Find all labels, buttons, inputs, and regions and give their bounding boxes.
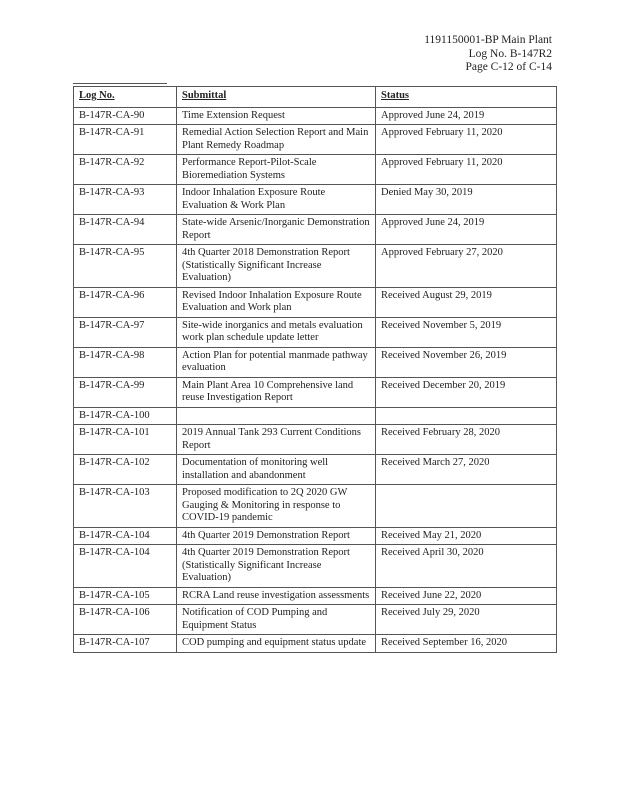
cell-log-no: B-147R-CA-106 <box>74 605 177 635</box>
table-header-row <box>74 87 557 108</box>
cell-log-no: B-147R-CA-101 <box>74 425 177 455</box>
cell-status: Approved February 27, 2020 <box>376 245 557 288</box>
cell-status: Received November 26, 2019 <box>376 347 557 377</box>
cell-submittal: 2019 Annual Tank 293 Current Conditions Report <box>177 425 376 455</box>
cell-status: Approved June 24, 2019 <box>376 215 557 245</box>
table-row <box>74 377 557 407</box>
cell-log-no: B-147R-CA-94 <box>74 215 177 245</box>
cell-status: Received April 30, 2020 <box>376 545 557 588</box>
table-row <box>74 485 557 528</box>
cell-log-no: B-147R-CA-95 <box>74 245 177 288</box>
cell-status: Received June 22, 2020 <box>376 587 557 605</box>
cell-submittal: State-wide Arsenic/Inorganic Demonstration Report <box>177 215 376 245</box>
cell-status: Received December 20, 2019 <box>376 377 557 407</box>
table-row <box>74 347 557 377</box>
cell-log-no: B-147R-CA-103 <box>74 485 177 528</box>
log-number: Log No. B-147R2 <box>468 47 552 60</box>
cell-submittal: Notification of COD Pumping and Equipment Status <box>177 605 376 635</box>
cell-log-no: B-147R-CA-102 <box>74 455 177 485</box>
cell-status: Approved June 24, 2019 <box>376 107 557 125</box>
cell-submittal: Revised Indoor Inhalation Exposure Route Evaluation and Work plan <box>177 287 376 317</box>
document-id: 1191150001-BP Main Plant <box>424 34 552 46</box>
cell-submittal: Proposed modification to 2Q 2020 GW Gauging & Monitoring in response to COVID-19 pandemic <box>177 485 376 528</box>
cell-status: Received November 5, 2019 <box>376 317 557 347</box>
table-row <box>74 317 557 347</box>
table-row <box>74 545 557 588</box>
cell-log-no: B-147R-CA-105 <box>74 587 177 605</box>
table-row <box>74 527 557 545</box>
table-row <box>74 407 557 425</box>
table-body <box>74 107 557 652</box>
cell-status: Approved February 11, 2020 <box>376 125 557 155</box>
table-row <box>74 245 557 288</box>
column-header-status: Status <box>376 87 557 108</box>
table-row <box>74 215 557 245</box>
cell-log-no: B-147R-CA-98 <box>74 347 177 377</box>
cell-status: Received March 27, 2020 <box>376 455 557 485</box>
cell-submittal: Performance Report-Pilot-Scale Bioremediation Systems <box>177 155 376 185</box>
table-row <box>74 287 557 317</box>
cell-submittal: 4th Quarter 2018 Demonstration Report (Statistically Significant Increase Evaluation) <box>177 245 376 288</box>
cell-status <box>376 407 557 425</box>
cell-status: Denied May 30, 2019 <box>376 185 557 215</box>
cell-submittal: Time Extension Request <box>177 107 376 125</box>
table-row <box>74 107 557 125</box>
header-rule <box>73 83 167 84</box>
cell-log-no: B-147R-CA-93 <box>74 185 177 215</box>
cell-log-no: B-147R-CA-100 <box>74 407 177 425</box>
cell-submittal: 4th Quarter 2019 Demonstration Report (Statistically Significant Increase Evaluation) <box>177 545 376 588</box>
table-row <box>74 587 557 605</box>
cell-status: Approved February 11, 2020 <box>376 155 557 185</box>
cell-status <box>376 485 557 528</box>
cell-status: Received July 29, 2020 <box>376 605 557 635</box>
cell-submittal: Documentation of monitoring well installation and abandonment <box>177 455 376 485</box>
cell-submittal <box>177 407 376 425</box>
cell-submittal: Indoor Inhalation Exposure Route Evaluation & Work Plan <box>177 185 376 215</box>
cell-status: Received February 28, 2020 <box>376 425 557 455</box>
column-header-log-no: Log No. <box>74 87 177 108</box>
page-number: Page C-12 of C-14 <box>465 61 552 73</box>
table-row <box>74 125 557 155</box>
cell-log-no: B-147R-CA-107 <box>74 635 177 653</box>
cell-log-no: B-147R-CA-91 <box>74 125 177 155</box>
table-row <box>74 155 557 185</box>
page-header <box>424 34 552 75</box>
cell-submittal: RCRA Land reuse investigation assessments <box>177 587 376 605</box>
table-row <box>74 605 557 635</box>
cell-submittal: Site-wide inorganics and metals evaluation work plan schedule update letter <box>177 317 376 347</box>
cell-submittal: COD pumping and equipment status update <box>177 635 376 653</box>
cell-log-no: B-147R-CA-96 <box>74 287 177 317</box>
cell-log-no: B-147R-CA-104 <box>74 527 177 545</box>
cell-status: Received September 16, 2020 <box>376 635 557 653</box>
cell-log-no: B-147R-CA-90 <box>74 107 177 125</box>
submittal-log-table <box>73 86 557 653</box>
cell-submittal: 4th Quarter 2019 Demonstration Report <box>177 527 376 545</box>
cell-submittal: Remedial Action Selection Report and Main Plant Remedy Roadmap <box>177 125 376 155</box>
table-row <box>74 635 557 653</box>
cell-log-no: B-147R-CA-92 <box>74 155 177 185</box>
cell-submittal: Action Plan for potential manmade pathway evaluation <box>177 347 376 377</box>
cell-status: Received August 29, 2019 <box>376 287 557 317</box>
cell-log-no: B-147R-CA-104 <box>74 545 177 588</box>
table-row <box>74 185 557 215</box>
table-row <box>74 425 557 455</box>
table-row <box>74 455 557 485</box>
cell-log-no: B-147R-CA-99 <box>74 377 177 407</box>
column-header-submittal: Submittal <box>177 87 376 108</box>
cell-log-no: B-147R-CA-97 <box>74 317 177 347</box>
cell-submittal: Main Plant Area 10 Comprehensive land reuse Investigation Report <box>177 377 376 407</box>
cell-status: Received May 21, 2020 <box>376 527 557 545</box>
